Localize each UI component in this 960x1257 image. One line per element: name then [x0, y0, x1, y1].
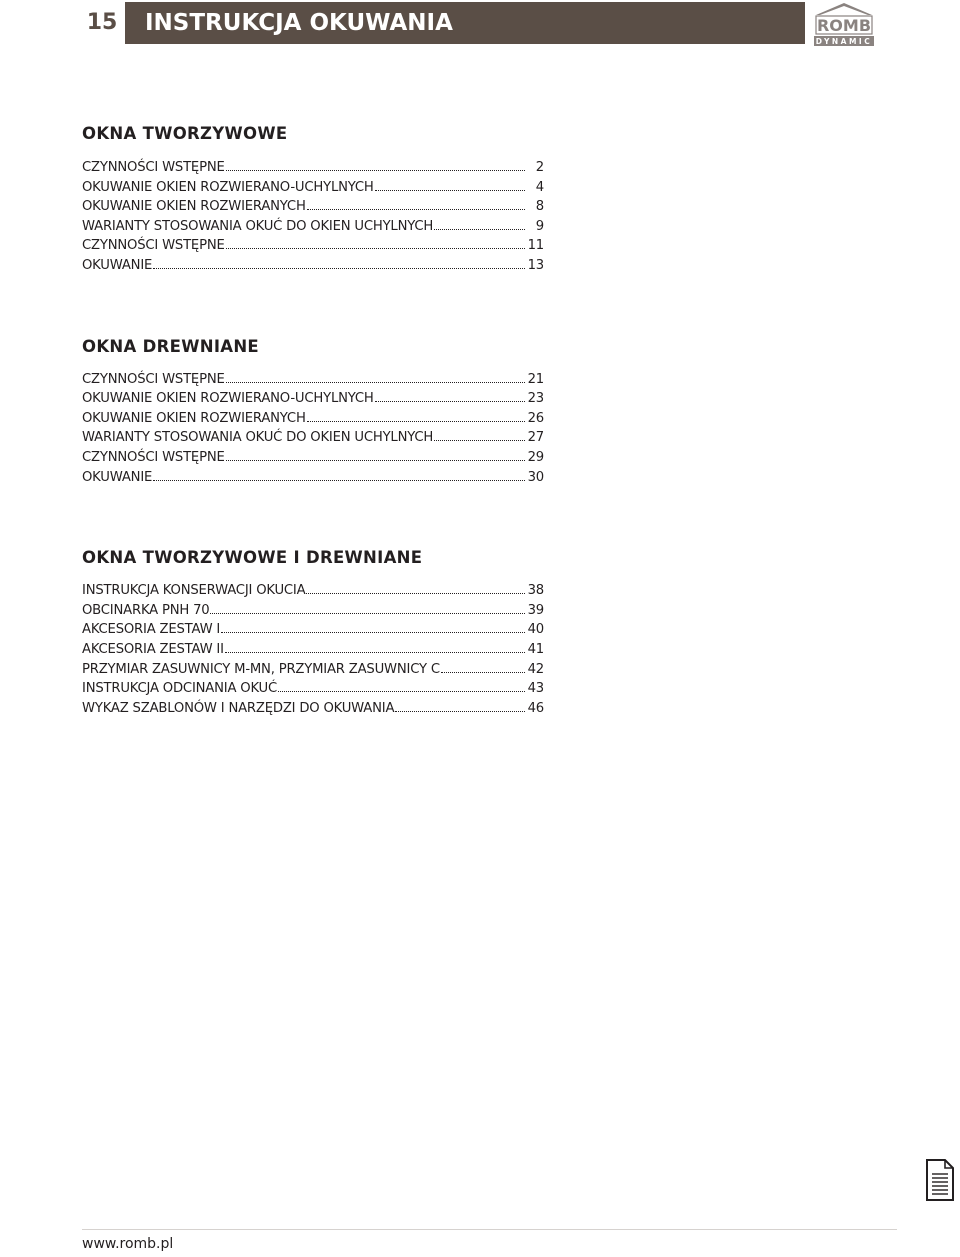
toc-list	[82, 158, 544, 276]
toc-entry-page: 21	[527, 371, 544, 387]
toc-entry[interactable]	[82, 581, 544, 601]
toc-entry[interactable]	[82, 217, 544, 237]
toc-entry-label: CZYNNOŚCI WSTĘPNE	[82, 160, 225, 175]
toc-entry-label: CZYNNOŚCI WSTĘPNE	[82, 371, 225, 387]
toc-entry-page: 23	[527, 391, 544, 407]
toc-entry[interactable]	[82, 468, 544, 488]
toc-entry-page: 41	[527, 641, 544, 657]
page-number: 15	[82, 2, 122, 44]
toc-dot-leader	[395, 701, 525, 712]
toc-dot-leader	[226, 372, 525, 383]
toc-entry-label: AKCESORIA ZESTAW I	[82, 622, 221, 638]
toc-entry-label: CZYNNOŚCI WSTĘPNE	[82, 238, 225, 254]
page-header	[82, 2, 805, 44]
toc-entry[interactable]	[82, 158, 544, 178]
toc-dot-leader	[226, 450, 525, 461]
toc-entry-label: OBCINARKA PNH 70	[82, 602, 210, 618]
section-title: OKNA DREWNIANE	[82, 336, 260, 356]
toc-entry-page: 27	[527, 430, 544, 446]
section-title: OKNA TWORZYWOWE I DREWNIANE	[82, 548, 423, 568]
document-icon	[925, 1158, 955, 1202]
toc-dot-leader	[306, 583, 525, 594]
toc-entry[interactable]	[82, 236, 544, 256]
toc-entry-page: 40	[527, 622, 544, 638]
toc-entry-page: 9	[535, 218, 544, 234]
romb-dynamic-logo	[812, 2, 876, 48]
toc-entry-page: 13	[527, 257, 544, 273]
toc-entry[interactable]	[82, 370, 544, 390]
toc-entry-page: 26	[527, 410, 544, 426]
toc-entry-label: WARIANTY STOSOWANIA OKUĆ DO OKIEN UCHYLNYCH	[82, 430, 434, 446]
toc-entry[interactable]	[82, 448, 544, 468]
page-title: INSTRUKCJA OKUWANIA	[125, 2, 805, 44]
toc-entry-page: 11	[527, 238, 544, 254]
toc-entry[interactable]	[82, 640, 544, 660]
toc-entry-label: CZYNNOŚCI WSTĘPNE	[82, 449, 225, 465]
toc-dot-leader	[278, 681, 525, 692]
toc-entry-label: OKUWANIE OKIEN ROZWIERANO-UCHYLNYCH	[82, 391, 374, 407]
toc-entry[interactable]	[82, 660, 544, 680]
toc-entry[interactable]	[82, 679, 544, 699]
toc-entry-page: 4	[535, 179, 544, 195]
toc-dot-leader	[375, 391, 525, 402]
toc-entry[interactable]	[82, 389, 544, 409]
toc-dot-leader	[434, 219, 525, 230]
toc-entry-label: INSTRUKCJA ODCINANIA OKUĆ	[82, 681, 278, 697]
toc-dot-leader	[210, 603, 525, 614]
footer-divider	[82, 1229, 897, 1230]
footer-url[interactable]: www.romb.pl	[82, 1236, 174, 1252]
toc-dot-leader	[434, 430, 525, 441]
toc-entry-page: 42	[527, 661, 544, 677]
logo-sub: DYNAMIC	[815, 37, 873, 46]
toc-entry-label: PRZYMIAR ZASUWNICY M-MN, PRZYMIAR ZASUWNICY C	[82, 661, 440, 677]
toc-entry-page: 46	[527, 700, 544, 716]
toc-dot-leader	[307, 411, 525, 422]
toc-entry-label: WYKAZ SZABLONÓW I NARZĘDZI DO OKUWANIA	[82, 700, 395, 716]
toc-entry-page: 29	[527, 449, 544, 465]
toc-dot-leader	[441, 662, 525, 673]
toc-entry-page: 39	[527, 602, 544, 618]
toc-entry-page: 30	[527, 469, 544, 485]
toc-entry[interactable]	[82, 601, 544, 621]
toc-entry-page: 8	[535, 199, 544, 215]
toc-entry-label: INSTRUKCJA KONSERWACJI OKUCIA	[82, 583, 306, 599]
toc-entry-label: WARIANTY STOSOWANIA OKUĆ DO OKIEN UCHYLNYCH	[82, 218, 434, 234]
toc-entry-label: OKUWANIE OKIEN ROZWIERANO-UCHYLNYCH	[82, 179, 374, 195]
toc-entry-page: 38	[527, 583, 544, 599]
logo-brand: ROMB	[816, 16, 872, 35]
table-of-contents	[82, 122, 544, 718]
toc-entry[interactable]	[82, 256, 544, 276]
toc-entry[interactable]	[82, 620, 544, 640]
toc-entry[interactable]	[82, 409, 544, 429]
toc-entry[interactable]	[82, 178, 544, 198]
toc-dot-leader	[307, 199, 525, 210]
toc-entry-page: 43	[527, 681, 544, 697]
toc-dot-leader	[153, 470, 525, 481]
toc-list	[82, 370, 544, 488]
toc-dot-leader	[226, 238, 525, 249]
toc-entry[interactable]	[82, 428, 544, 448]
toc-entry-label: OKUWANIE	[82, 257, 153, 273]
toc-entry[interactable]	[82, 197, 544, 217]
toc-entry-label: OKUWANIE	[82, 469, 153, 485]
toc-dot-leader	[225, 642, 525, 653]
section-title: OKNA TWORZYWOWE	[82, 124, 288, 143]
toc-entry-label: AKCESORIA ZESTAW II	[82, 641, 224, 657]
toc-dot-leader	[375, 180, 525, 191]
toc-entry-label: OKUWANIE OKIEN ROZWIERANYCH	[82, 410, 306, 426]
toc-dot-leader	[153, 258, 525, 269]
toc-entry-label: OKUWANIE OKIEN ROZWIERANYCH	[82, 199, 306, 215]
toc-entry-page: 2	[535, 160, 544, 175]
toc-dot-leader	[226, 160, 525, 171]
toc-dot-leader	[221, 622, 525, 633]
toc-list	[82, 581, 544, 718]
toc-entry[interactable]	[82, 699, 544, 719]
